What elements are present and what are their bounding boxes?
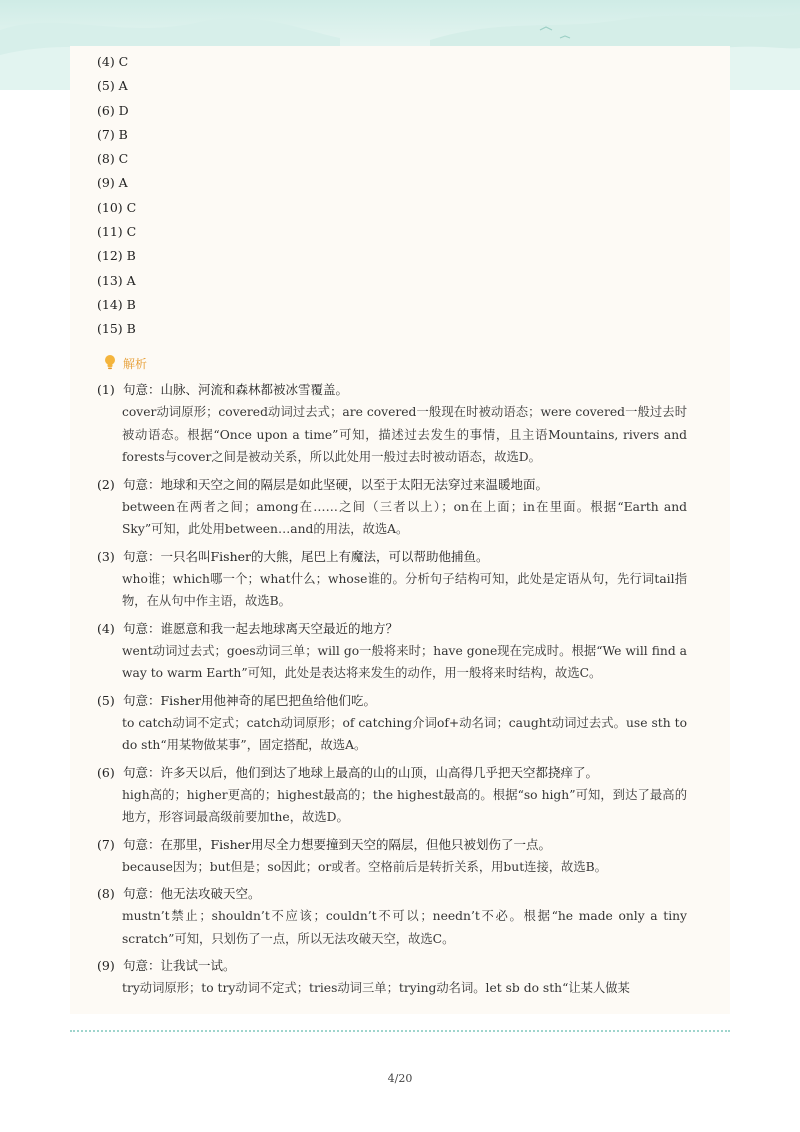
item-translation: 句意：Fisher用他神奇的尾巴把鱼给他们吃。 [123,692,377,708]
item-translation: 句意：谁愿意和我一起去地球离天空最近的地方？ [123,620,399,636]
item-number: (2) [97,476,115,492]
item-explanation: between在两者之间；among在……之间（三者以上）；on在上面；in在里面。根据“Earth and Sky”可知，此处用between…and的用法，故选A。 [122,499,687,536]
answer-item: (14) B [97,296,136,312]
answer-list [97,50,136,342]
analysis-item [97,546,687,613]
item-explanation: cover动词原形；covered动词过去式；are covered一般现在时被动语态；were covered一般过去时被动语态。根据“Once upon a time”可知，描述过去发生的事情，且主语Mountains, rivers and forests与cover之间是被动关系，所以此处用一般过去时被动语态，故选D。 [122,405,687,464]
answer-item: (15) B [97,321,136,337]
analysis-list [97,379,687,1005]
analysis-heading [103,352,147,374]
item-number: (5) [97,692,115,708]
answer-item: (6) D [97,102,129,118]
answer-item: (11) C [97,224,137,240]
item-number: (3) [97,548,115,564]
answer-item: (13) A [97,272,136,288]
item-number: (4) [97,620,115,636]
item-translation: 句意：让我试一试。 [123,958,236,973]
footer-divider [70,1030,730,1032]
item-translation: 句意：一只名叫Fisher的大熊，尾巴上有魔法，可以帮助他捕鱼。 [123,548,489,564]
analysis-title: 解析 [123,356,148,371]
item-translation: 句意：许多天以后，他们到达了地球上最高的山的山顶，山高得几乎把天空都挠痒了。 [123,764,599,780]
answer-item: (7) B [97,126,128,142]
item-explanation: went动词过去式；goes动词三单；will go一般将来时；have gone现在完成时。根据“We will find a way to warm Earth”可知，此处是表达将来发生的动作，用一般将来时结构，故选C。 [122,643,687,680]
analysis-item [97,834,687,879]
item-explanation: who谁；which哪一个；what什么；whose谁的。分析句子结构可知，此处是定语从句，先行词tail指物，在从句中作主语，故选B。 [122,571,687,608]
item-number: (6) [97,764,115,780]
item-translation: 句意：在那里，Fisher用尽全力想要撞到天空的隔层，但他只被划伤了一点。 [123,836,552,852]
analysis-item [97,883,687,950]
item-translation: 句意：他无法攻破天空。 [123,886,261,901]
answer-item: (10) C [97,199,137,215]
analysis-item [97,762,687,829]
item-explanation: try动词原形；to try动词不定式；tries动词三单；trying动名词。let sb do sth“让某人做某 [122,981,630,995]
analysis-item [97,379,687,469]
item-translation: 句意：山脉、河流和森林都被冰雪覆盖。 [123,382,349,397]
answer-item: (4) C [97,54,129,69]
item-number: (8) [97,886,115,901]
item-explanation: to catch动词不定式；catch动词原形；of catching介词of+动名词；caught动词过去式。use sth to do sth“用某物做某事”，固定搭配，故选A。 [122,715,687,752]
item-number: (1) [97,382,115,397]
item-number: (9) [97,958,115,973]
analysis-item [97,474,687,541]
analysis-item [97,955,687,1000]
page-number: 4/20 [387,1072,413,1085]
lightbulb-icon [103,354,117,373]
item-translation: 句意：地球和天空之间的隔层是如此坚硬，以至于太阳无法穿过来温暖地面。 [123,476,549,492]
answer-item: (12) B [97,248,136,264]
analysis-item [97,618,687,685]
item-number: (7) [97,836,115,852]
item-explanation: mustn’t禁止；shouldn’t不应该；couldn’t不可以；needn’t不必。根据“he made only a tiny scratch”可知，只划伤了一点，所以无法攻破天空，故选C。 [122,909,687,946]
analysis-item [97,690,687,757]
item-explanation: because因为；but但是；so因此；or或者。空格前后是转折关系，用but连接，故选B。 [122,859,607,874]
answer-item: (8) C [97,151,129,167]
answer-item: (5) A [97,78,128,94]
answer-item: (9) A [97,175,128,191]
item-explanation: high高的；higher更高的；highest最高的；the highest最高的。根据“so high”可知，到达了最高的地方，形容词最高级前要加the，故选D。 [122,787,687,824]
